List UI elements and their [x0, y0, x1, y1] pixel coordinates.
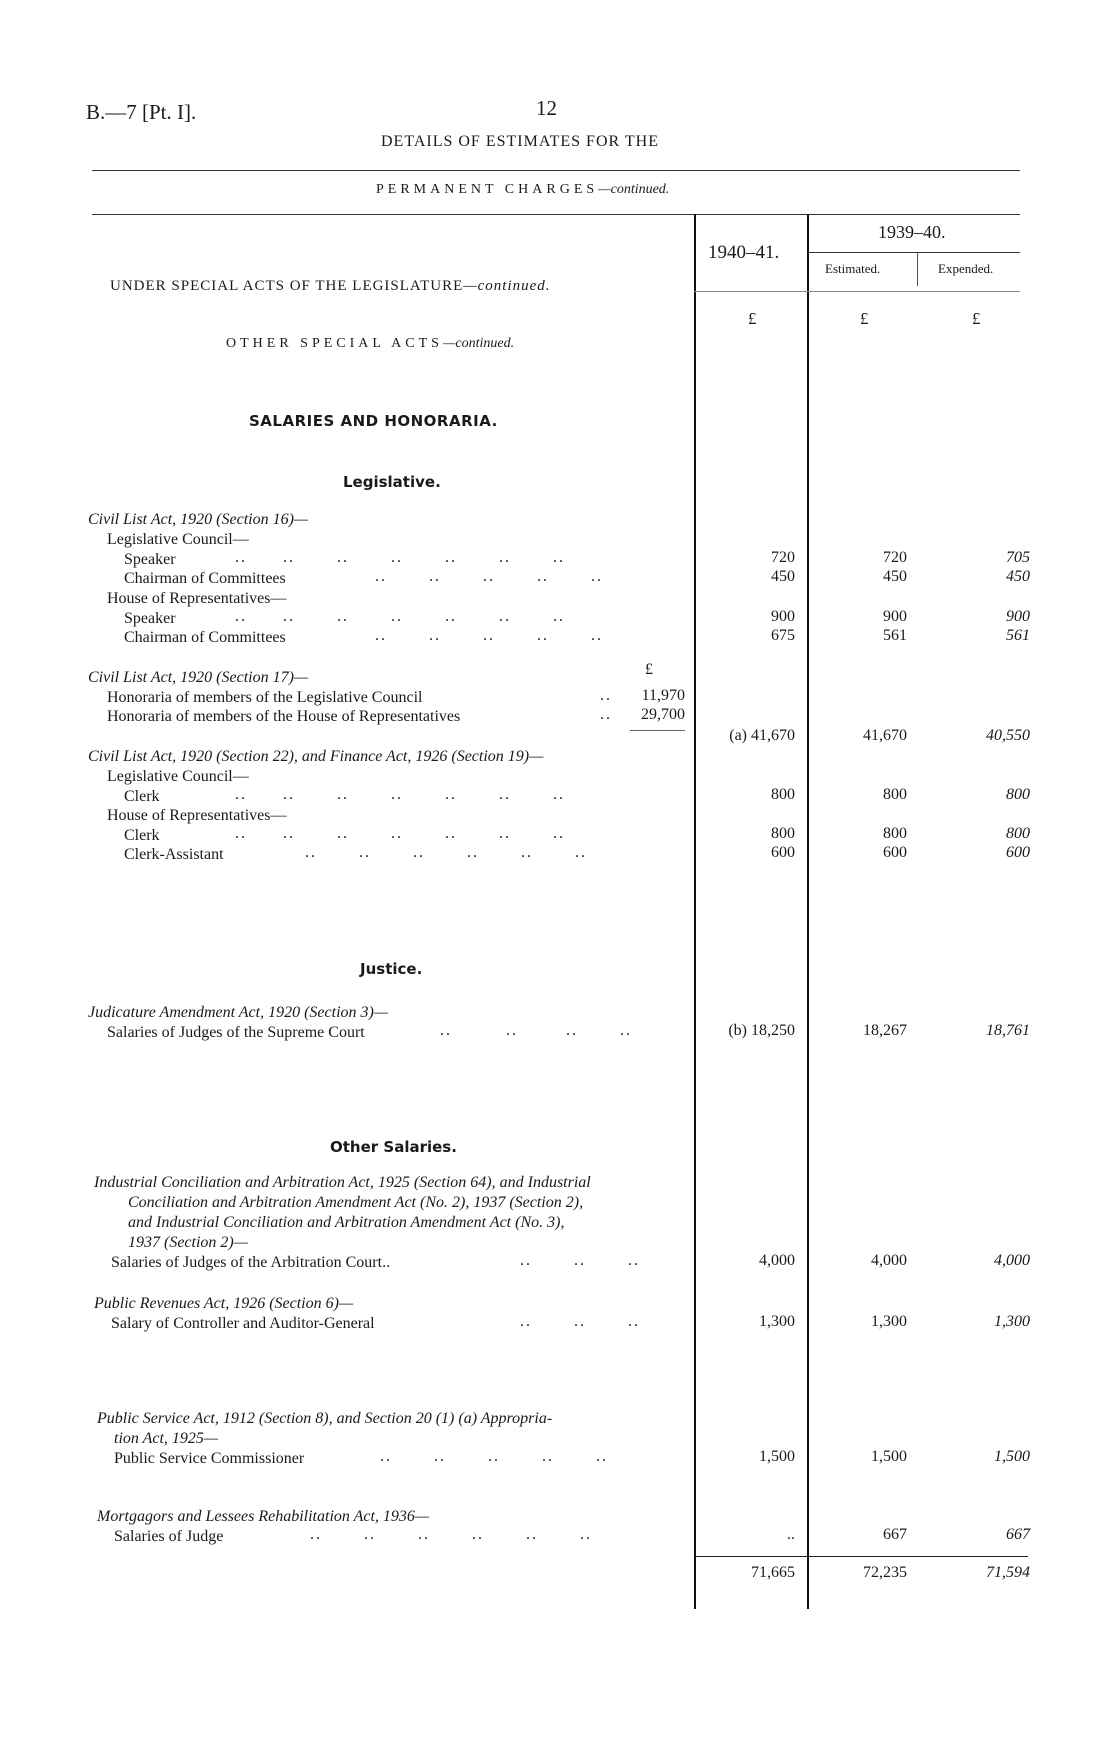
- table-top-rule: [92, 214, 1020, 215]
- value-expended: 40,550: [986, 727, 1030, 744]
- value-estimated: 800: [883, 786, 907, 803]
- value-1940: (b) 18,250: [728, 1022, 795, 1039]
- leader-dots: .. .. .. ..: [440, 1022, 632, 1039]
- currency-col3: £: [972, 309, 981, 328]
- col-expended-head: Expended.: [938, 261, 994, 276]
- value-expended: 667: [1006, 1526, 1030, 1543]
- value-estimated: 600: [883, 844, 907, 861]
- section-title-cont: —continued.: [463, 278, 551, 294]
- row-label: Chairman of Committees: [124, 570, 286, 587]
- value-estimated: 561: [883, 627, 907, 644]
- col-estimated-head: Estimated.: [825, 261, 881, 276]
- subtitle-cont: —continued.: [598, 182, 670, 197]
- leader-dots: ..: [600, 687, 612, 704]
- act-public-revenues: Public Revenues Act, 1926 (Section 6)—: [94, 1295, 354, 1312]
- leader-dots: .. .. ..: [520, 1252, 640, 1269]
- leader-dots: .. .. .. .. .. .. ..: [235, 786, 565, 803]
- sub-currency: £: [645, 661, 653, 678]
- legislative-heading: Legislative.: [343, 473, 441, 491]
- value-1940: 720: [771, 549, 795, 566]
- value-expended: 600: [1006, 844, 1030, 861]
- value-expended: 800: [1006, 786, 1030, 803]
- value-estimated: 900: [883, 608, 907, 625]
- value-estimated: 1,300: [871, 1313, 907, 1330]
- section-title-main: UNDER SPECIAL ACTS OF THE LEGISLATURE: [110, 278, 464, 294]
- act-industrial-line2: Conciliation and Arbitration Amendment Act (No. 2), 1937 (Section 2),: [128, 1194, 584, 1211]
- page-title: DETAILS OF ESTIMATES FOR THE: [381, 133, 659, 150]
- act-civil-list-s17: Civil List Act, 1920 (Section 17)—: [88, 669, 309, 686]
- row-label: Clerk: [124, 788, 160, 805]
- honoraria-house-label: Honoraria of members of the House of Representatives: [107, 708, 461, 725]
- leader-dots: .. .. .. .. ..: [380, 1448, 608, 1465]
- act-civil-list-s16: Civil List Act, 1920 (Section 16)—: [88, 511, 309, 528]
- value-estimated: 41,670: [863, 727, 907, 744]
- honoraria-house-amount: 29,700: [641, 706, 685, 723]
- value-expended: 1,500: [994, 1448, 1030, 1465]
- justice-heading: Justice.: [360, 960, 423, 978]
- value-1940: 1,300: [759, 1313, 795, 1330]
- row-label: Clerk-Assistant: [124, 846, 224, 863]
- leader-dots: .. .. .. .. ..: [375, 568, 603, 585]
- act-public-service-line1: Public Service Act, 1912 (Section 8), and Section 20 (1) (a) Appropria-: [97, 1410, 553, 1427]
- act-civil-list-s22: Civil List Act, 1920 (Section 22), and Finance Act, 1926 (Section 19)—: [88, 748, 544, 765]
- value-estimated: 667: [883, 1526, 907, 1543]
- value-1940: (a) 41,670: [729, 727, 795, 744]
- act-mortgagors: Mortgagors and Lessees Rehabilitation Act, 1936—: [97, 1508, 430, 1525]
- house-label: House of Representatives—: [107, 590, 287, 607]
- row-label: Speaker: [124, 610, 176, 627]
- total-1940: 71,665: [751, 1564, 795, 1581]
- value-1940: 450: [771, 568, 795, 585]
- value-1940: 600: [771, 844, 795, 861]
- value-estimated: 4,000: [871, 1252, 907, 1269]
- honoraria-council-label: Honoraria of members of the Legislative Council: [107, 689, 423, 706]
- value-1940: ..: [787, 1526, 795, 1543]
- row-label: Public Service Commissioner: [114, 1450, 305, 1467]
- leader-dots: .. .. .. .. .. .. ..: [235, 825, 565, 842]
- honoraria-council-amount: 11,970: [641, 687, 685, 704]
- value-estimated: 18,267: [863, 1022, 907, 1039]
- total-expended: 71,594: [986, 1564, 1030, 1581]
- leader-dots: .. .. ..: [520, 1313, 640, 1330]
- act-judicature: Judicature Amendment Act, 1920 (Section 3)—: [88, 1004, 389, 1021]
- group-head-rule: [809, 252, 1020, 253]
- value-estimated: 800: [883, 825, 907, 842]
- leader-dots: .. .. .. .. .. ..: [310, 1526, 592, 1543]
- col-1940-41-head: 1940–41.: [708, 242, 780, 263]
- total-estimated: 72,235: [863, 1564, 907, 1581]
- row-label: Salaries of Judges of the Arbitration Court..: [111, 1254, 391, 1271]
- currency-col1: £: [748, 309, 757, 328]
- leader-dots: .. .. .. .. .. .. ..: [235, 608, 565, 625]
- column-rule-left: [694, 214, 696, 1609]
- value-expended: 800: [1006, 825, 1030, 842]
- row-label: Salaries of Judges of the Supreme Court: [107, 1024, 365, 1041]
- row-label: Salary of Controller and Auditor-General: [111, 1315, 375, 1332]
- value-1940: 900: [771, 608, 795, 625]
- value-expended: 450: [1006, 568, 1030, 585]
- value-expended: 705: [1006, 549, 1030, 566]
- subtotal-rule: [630, 730, 685, 731]
- col-1939-40-head: 1939–40.: [878, 222, 946, 242]
- leader-dots: .. .. .. .. ..: [375, 627, 603, 644]
- value-1940: 4,000: [759, 1252, 795, 1269]
- value-1940: 800: [771, 825, 795, 842]
- value-1940: 800: [771, 786, 795, 803]
- act-industrial-line4: 1937 (Section 2)—: [128, 1234, 248, 1251]
- page-reference: B.—7 [Pt. I].: [86, 100, 197, 124]
- value-estimated: 1,500: [871, 1448, 907, 1465]
- section-subtitle: [226, 336, 514, 352]
- legislative-council-label: Legislative Council—: [107, 531, 249, 548]
- section-title: [110, 278, 551, 295]
- leader-dots: ..: [600, 706, 612, 723]
- act-industrial-line3: and Industrial Conciliation and Arbitration Amendment Act (No. 3),: [128, 1214, 565, 1231]
- act-industrial-line1: Industrial Conciliation and Arbitration Act, 1925 (Section 64), and Industrial: [94, 1174, 591, 1191]
- row-label: Clerk: [124, 827, 160, 844]
- section-subtitle-cont: —continued.: [442, 336, 515, 351]
- column-rule-mid: [807, 214, 809, 1609]
- legislative-council-label: Legislative Council—: [107, 768, 249, 785]
- subtitle-main: PERMANENT CHARGES: [376, 182, 599, 197]
- subcol-divider: [917, 253, 918, 286]
- leader-dots: .. .. .. .. .. ..: [305, 844, 587, 861]
- value-estimated: 450: [883, 568, 907, 585]
- row-label: Chairman of Committees: [124, 629, 286, 646]
- currency-col2: £: [860, 309, 869, 328]
- value-estimated: 720: [883, 549, 907, 566]
- row-label: Salaries of Judge: [114, 1528, 224, 1545]
- leader-dots: .. .. .. .. .. .. ..: [235, 549, 565, 566]
- value-expended: 4,000: [994, 1252, 1030, 1269]
- value-1940: 675: [771, 627, 795, 644]
- value-1940: 1,500: [759, 1448, 795, 1465]
- column-head-rule: [694, 291, 1020, 292]
- totals-rule: [694, 1556, 1028, 1557]
- salaries-heading: SALARIES AND HONORARIA.: [249, 412, 498, 430]
- value-expended: 561: [1006, 627, 1030, 644]
- header-rule: [92, 170, 1020, 171]
- other-salaries-heading: Other Salaries.: [330, 1138, 457, 1156]
- page-number: 12: [536, 96, 557, 120]
- house-label: House of Representatives—: [107, 807, 287, 824]
- value-expended: 1,300: [994, 1313, 1030, 1330]
- value-expended: 900: [1006, 608, 1030, 625]
- value-expended: 18,761: [986, 1022, 1030, 1039]
- act-public-service-line2: tion Act, 1925—: [114, 1430, 219, 1447]
- section-subtitle-main: OTHER SPECIAL ACTS: [226, 336, 443, 351]
- page-subtitle: [376, 182, 669, 198]
- row-label: Speaker: [124, 551, 176, 568]
